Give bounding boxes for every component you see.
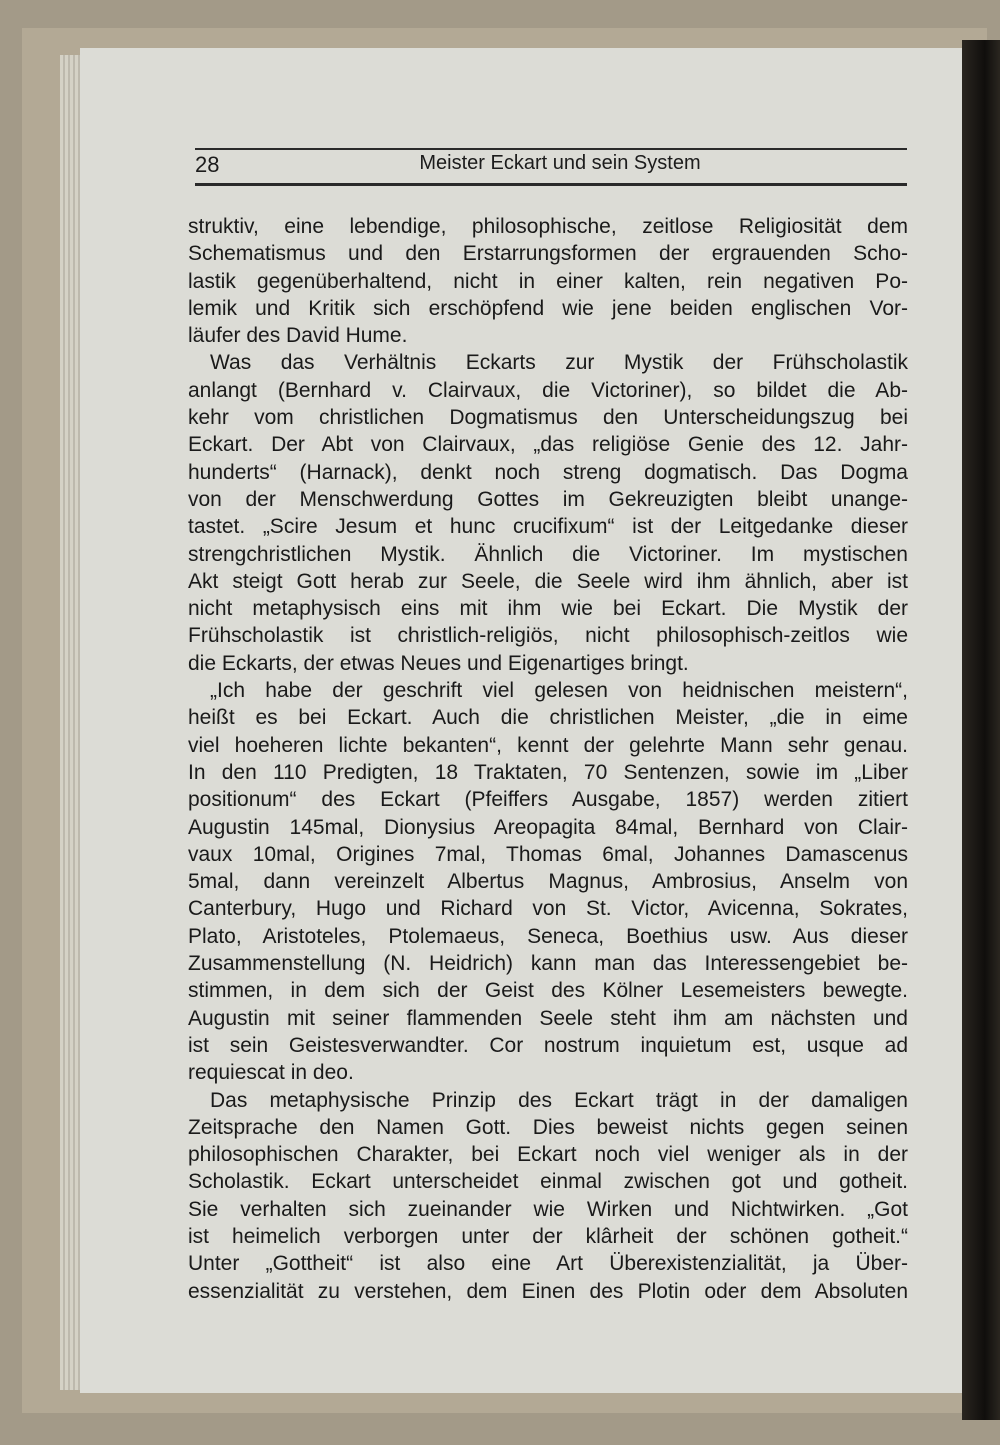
header-rule-top bbox=[195, 148, 907, 150]
page-edges bbox=[60, 55, 80, 1390]
text-line: Unter „Gottheit“ ist also eine Art Überexistenzialität, ja Über- bbox=[188, 1252, 908, 1276]
text-line: struktiv, eine lebendige, philosophische, zeitlose Religiosität dem bbox=[188, 215, 908, 238]
text-line: anlangt (Bernhard v. Clairvaux, die Victoriner), so bildet die Ab- bbox=[188, 378, 908, 402]
text-line: kehr vom christlichen Dogmatismus den Unterscheidungszug bei bbox=[188, 406, 908, 430]
text-line: tastet. „Scire Jesum et hunc crucifixum“ ist der Leitgedanke dieser bbox=[188, 515, 908, 539]
text-line: Eckart. Der Abt von Clairvaux, „das religiöse Genie des 12. Jahr- bbox=[188, 433, 908, 457]
text-line: requiescat in deo. bbox=[188, 1061, 354, 1085]
text-line: hunderts“ (Harnack), denkt noch streng dogmatisch. Das Dogma bbox=[188, 460, 908, 484]
header-rule-bottom bbox=[195, 183, 907, 186]
book-binding bbox=[962, 40, 1000, 1420]
page-number: 28 bbox=[195, 152, 220, 177]
text-line: Schematismus und den Erstarrungsformen der ergrauenden Scho- bbox=[188, 242, 908, 266]
text-line: läufer des David Hume. bbox=[188, 324, 408, 348]
text-line: von der Menschwerdung Gottes im Gekreuzigten bleibt unange- bbox=[188, 487, 908, 511]
text-line: ist heimelich verborgen unter der klârheit der schönen gotheit.“ bbox=[188, 1224, 908, 1248]
text-line: ist sein Geistesverwandter. Cor nostrum inquietum est, usque ad bbox=[188, 1033, 908, 1057]
running-title: Meister Eckart und sein System bbox=[419, 152, 701, 174]
text-line: die Eckarts, der etwas Neues und Eigenartiges bringt. bbox=[188, 651, 689, 675]
text-line: Zusammenstellung (N. Heidrich) kann man das Interessengebiet be- bbox=[188, 952, 908, 976]
text-line: Plato, Aristoteles, Ptolemaeus, Seneca, Boethius usw. Aus dieser bbox=[188, 924, 908, 948]
text-line: In den 110 Predigten, 18 Traktaten, 70 Sentenzen, sowie im „Liber bbox=[188, 760, 908, 784]
text-line: Das metaphysische Prinzip des Eckart trägt in der damaligen bbox=[210, 1088, 908, 1112]
text-line: Scholastik. Eckart unterscheidet einmal zwischen got und gotheit. bbox=[188, 1170, 908, 1194]
text-line: lastik gegenüberhaltend, nicht in einer kalten, rein negativen Po- bbox=[188, 269, 908, 293]
text-line: stimmen, in dem sich der Geist des Kölner Lesemeisters bewegte. bbox=[188, 979, 908, 1003]
page-header bbox=[195, 142, 907, 190]
text-line: Sie verhalten sich zueinander wie Wirken und Nichtwirken. „Got bbox=[188, 1197, 908, 1221]
body-text bbox=[188, 213, 908, 1305]
text-line: essenzialität zu verstehen, dem Einen des Plotin oder dem Absoluten bbox=[188, 1279, 908, 1303]
text-line: philosophischen Charakter, bei Eckart noch viel weniger als in der bbox=[188, 1143, 908, 1167]
text-line: vaux 10mal, Origines 7mal, Thomas 6mal, Johannes Damascenus bbox=[188, 842, 908, 866]
text-line: Was das Verhältnis Eckarts zur Mystik der Frühscholastik bbox=[210, 351, 908, 375]
text-line: positionum“ des Eckart (Pfeiffers Ausgabe, 1857) werden zitiert bbox=[188, 788, 908, 812]
text-line: nicht metaphysisch eins mit ihm wie bei Eckart. Die Mystik der bbox=[188, 597, 908, 621]
text-line: Frühscholastik ist christlich-religiös, nicht philosophisch-zeitlos wie bbox=[188, 624, 908, 648]
text-line: lemik und Kritik sich erschöpfend wie jene beiden englischen Vor- bbox=[188, 296, 908, 320]
text-line: Augustin 145mal, Dionysius Areopagita 84mal, Bernhard von Clair- bbox=[188, 815, 908, 839]
text-line: Canterbury, Hugo und Richard von St. Victor, Avicenna, Sokrates, bbox=[188, 897, 908, 921]
text-line: strengchristlichen Mystik. Ähnlich die Victoriner. Im mystischen bbox=[188, 542, 908, 566]
text-line: „Ich habe der geschrift viel gelesen von heidnischen meistern“, bbox=[210, 679, 908, 703]
text-line: Augustin mit seiner flammenden Seele steht ihm am nächsten und bbox=[188, 1006, 908, 1030]
text-line: 5mal, dann vereinzelt Albertus Magnus, Ambrosius, Anselm von bbox=[188, 870, 908, 894]
text-line: Zeitsprache den Namen Gott. Dies beweist nichts gegen seinen bbox=[188, 1115, 908, 1139]
text-line: heißt es bei Eckart. Auch die christlichen Meister, „die in eime bbox=[188, 706, 908, 730]
text-line: viel hoeheren lichte bekanten“, kennt der gelehrte Mann sehr genau. bbox=[188, 733, 908, 757]
text-line: Akt steigt Gott herab zur Seele, die Seele wird ihm ähnlich, aber ist bbox=[188, 569, 908, 593]
